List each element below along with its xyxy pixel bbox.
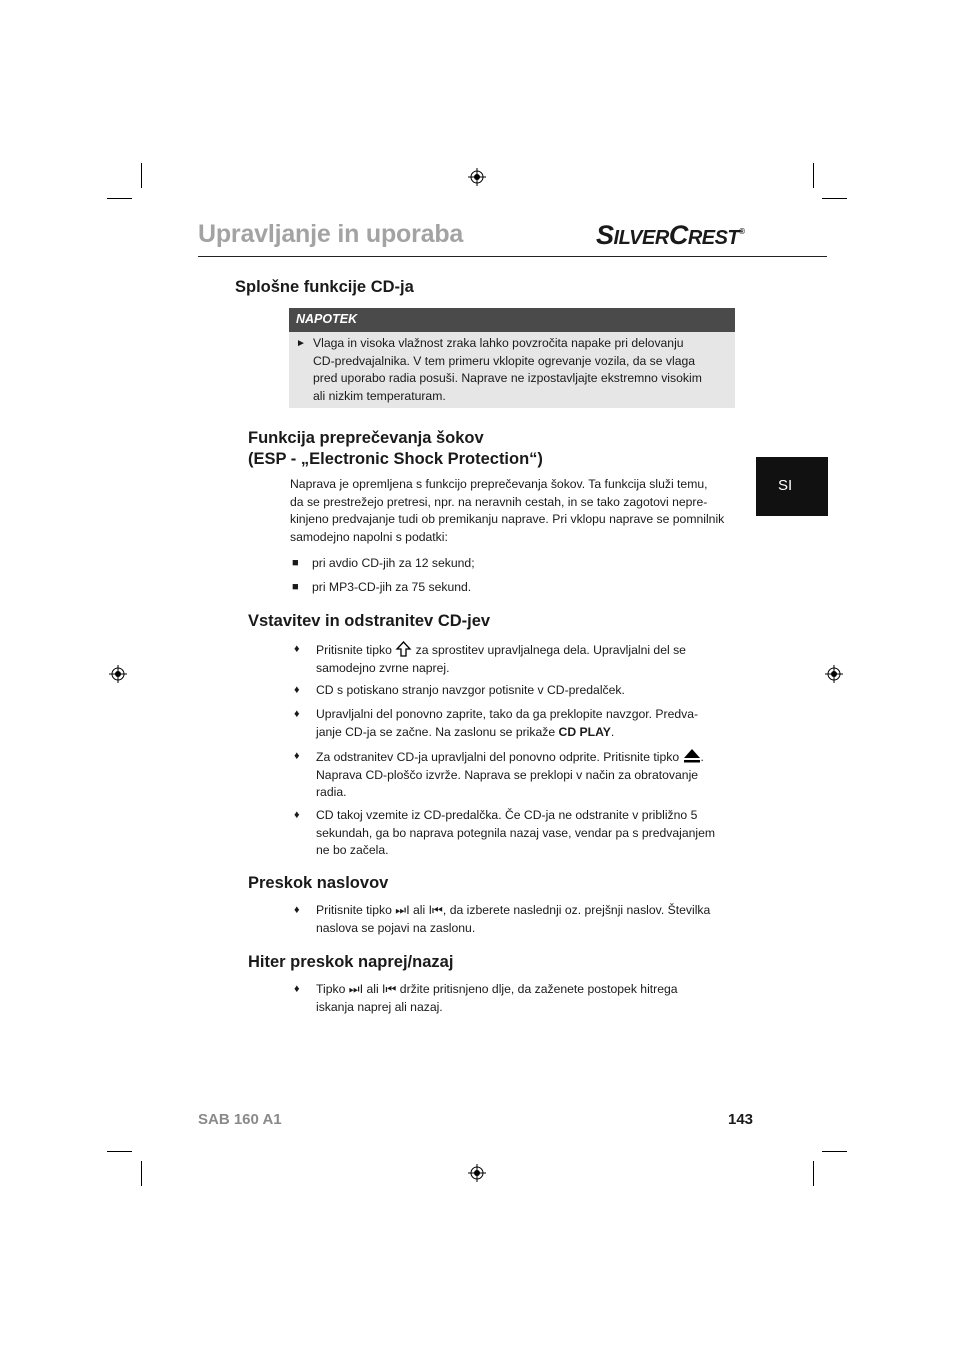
skip-heading: Preskok naslovov	[248, 874, 389, 892]
registration-mark-icon	[468, 1164, 486, 1182]
list-item: pri MP3-CD-jih za 75 sekund.	[312, 580, 472, 594]
list-item: Upravljalni del ponovno zaprite, tako da ga preklopite navzgor. Predva- janje CD-ja se začne. Na zaslonu se prikaže CD PLAY.	[316, 707, 699, 739]
eject-icon	[683, 748, 701, 763]
list-item: Tipko ⏭I ali I⏮ držite pritisnjeno dlje, da zaženete postopek hitrega iskanja naprej ali nazaj.	[316, 982, 678, 1014]
registration-mark-icon	[468, 168, 486, 186]
note-text: Vlaga in visoka vlažnost zraka lahko povzročita napake pri delovanju CD-predvajalnika. V tem primeru vklopite ogrevanje vozila, da se vlaga pred uporabo radia posuši. Naprave ne izpostavljajte ekstremno visokim ali nizkim temperaturam.	[313, 336, 702, 403]
list-item: pri avdio CD-jih za 12 sekund;	[312, 556, 475, 570]
square-bullet-icon: ■	[292, 581, 299, 593]
diamond-bullet-icon: ♦	[294, 904, 300, 916]
seek-heading: Hiter preskok naprej/nazaj	[248, 953, 454, 971]
diamond-bullet-icon: ♦	[294, 750, 300, 762]
crop-mark	[141, 1161, 142, 1186]
note-label: NAPOTEK	[296, 312, 358, 326]
insert-heading: Vstavitev in odstranitev CD-jev	[248, 612, 491, 630]
crop-mark	[107, 198, 132, 199]
list-item: Pritisnite tipko ⏭I ali I⏮, da izberete naslednji oz. prejšnji naslov. Številka naslova se pojavi na zaslonu.	[316, 903, 711, 935]
brand-logo: SILVERCREST®	[596, 220, 745, 250]
list-item: Pritisnite tipko za sprostitev upravljalnega dela. Upravljalni del se samodejno zvrne naprej.	[316, 643, 686, 675]
esp-heading-line2: (ESP - „Electronic Shock Protection“)	[248, 450, 543, 468]
list-item: CD takoj vzemite iz CD-predalčka. Če CD-ja ne odstranite v približno 5 sekundah, ga bo naprava potegnila nazaj vase, vendar pa s predvajanjem ne bo začela.	[316, 808, 716, 857]
crop-mark	[813, 1161, 814, 1186]
note-header	[289, 308, 735, 332]
diamond-bullet-icon: ♦	[294, 708, 300, 720]
crop-mark	[822, 1151, 847, 1152]
language-tab: SI	[756, 457, 828, 516]
crop-mark	[822, 198, 847, 199]
crop-mark	[813, 163, 814, 188]
crop-mark	[141, 163, 142, 188]
esp-heading-line1: Funkcija preprečevanja šokov	[248, 429, 484, 447]
list-item: CD s potiskano stranjo navzgor potisnite v CD-predalček.	[316, 683, 625, 697]
model-number: SAB 160 A1	[198, 1111, 282, 1128]
registration-mark-icon	[825, 665, 843, 683]
page-number: 143	[728, 1111, 754, 1128]
diamond-bullet-icon: ♦	[294, 983, 300, 995]
diamond-bullet-icon: ♦	[294, 643, 300, 655]
crop-mark	[107, 1151, 132, 1152]
release-button-icon	[395, 641, 412, 658]
registration-mark-icon	[109, 665, 127, 683]
diamond-bullet-icon: ♦	[294, 684, 300, 696]
header-rule	[198, 256, 827, 257]
list-item: Za odstranitev CD-ja upravljalni del ponovno odprite. Pritisnite tipko . Naprava CD-ploščo izvrže. Naprava se preklopi v način za obratovanje radia.	[316, 750, 704, 799]
page-title: Upravljanje in uporaba	[198, 220, 464, 248]
square-bullet-icon: ■	[292, 557, 299, 569]
arrow-icon: ►	[296, 338, 306, 349]
diamond-bullet-icon: ♦	[294, 809, 300, 821]
section-heading: Splošne funkcije CD-ja	[235, 278, 414, 296]
esp-paragraph: Naprava je opremljena s funkcijo preprečevanja šokov. Ta funkcija služi temu, da se prestrežejo pretresi, npr. na neravnih cestah, in se tako zagotovi nepre- kinjeno predvajanje tudi ob premikanju naprave. Pri vklopu naprave se pomnilnik samodejno napolni s podatki:	[290, 477, 725, 544]
